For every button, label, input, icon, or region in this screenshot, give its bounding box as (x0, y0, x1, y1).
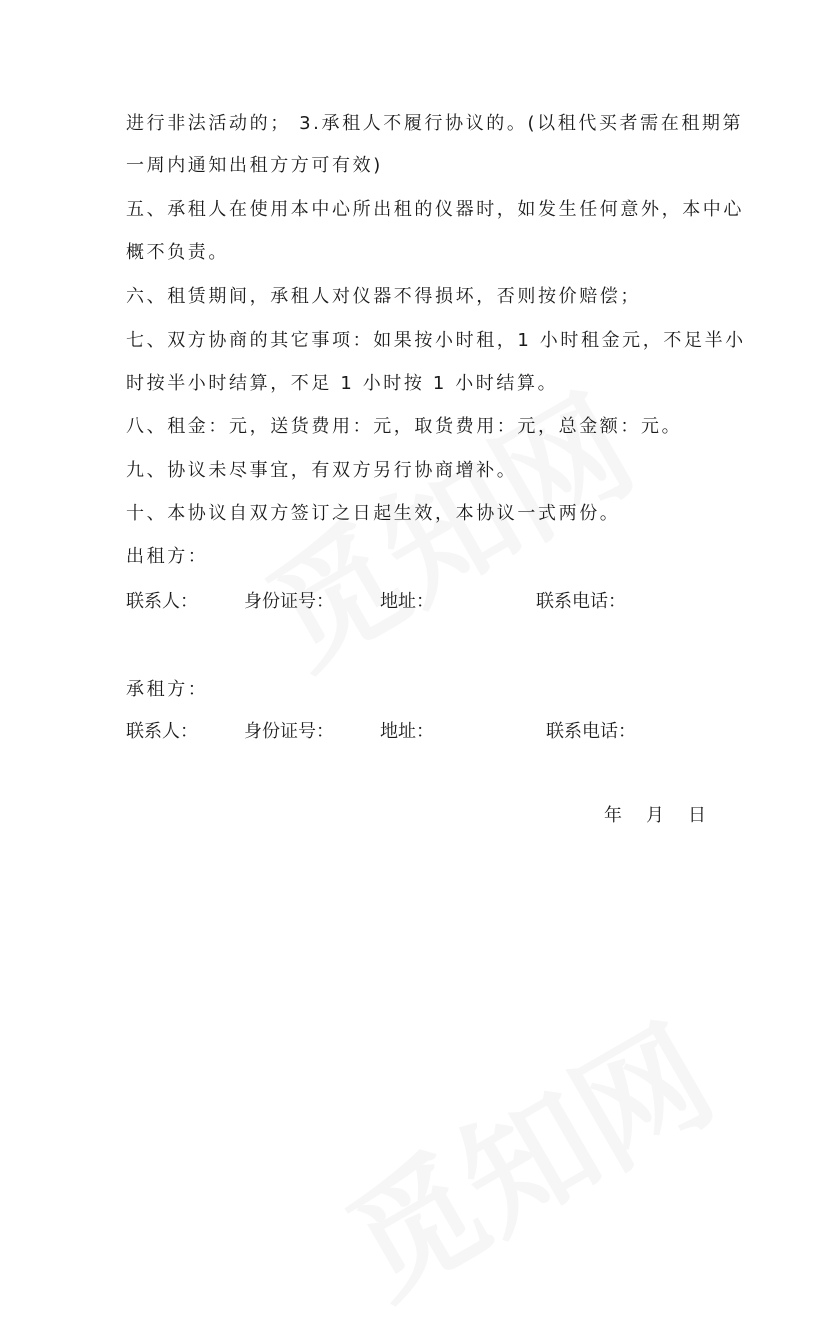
date-line (604, 804, 714, 828)
date-year-label: 年 (604, 805, 622, 826)
lessee-address-label: 地址： (380, 721, 434, 742)
date-day-label: 日 (688, 805, 706, 826)
lessee-contact-label: 联系人： (126, 721, 198, 742)
lessor-contact-label: 联系人： (126, 591, 198, 612)
lessor-id-label: 身份证号： (244, 591, 334, 612)
lessor-heading: 出租方： (126, 546, 209, 567)
paragraph-line: 概不负责。 (126, 242, 229, 263)
paragraph-line: 一周内通知出租方方可有效) (126, 155, 383, 176)
paragraph-line: 时按半小时结算，不足 1 小时按 1 小时结算。 (126, 373, 559, 394)
paragraph-line: 七、双方协商的其它事项：如果按小时租，1 小时租金元，不足半小 (126, 330, 746, 351)
lessee-phone-label: 联系电话： (546, 721, 636, 742)
date-month-label: 月 (646, 805, 664, 826)
lessor-contact-row (126, 590, 686, 614)
lessee-id-label: 身份证号： (244, 721, 334, 742)
paragraph-line: 八、租金：元，送货费用：元，取货费用：元，总金额：元。 (126, 416, 683, 437)
lessor-phone-label: 联系电话： (536, 591, 626, 612)
lessor-address-label: 地址： (380, 591, 434, 612)
lessee-contact-row (126, 720, 686, 744)
lessee-heading: 承租方： (126, 679, 209, 700)
paragraph-line: 九、协议未尽事宜，有双方另行协商增补。 (126, 460, 518, 481)
paragraph-line: 六、租赁期间，承租人对仪器不得损坏，否则按价赔偿； (126, 286, 641, 307)
paragraph-line: 进行非法活动的； 3.承租人不履行协议的。(以租代买者需在租期第 (126, 113, 744, 134)
watermark (309, 975, 740, 1332)
paragraph-line: 十、本协议自双方签订之日起生效，本协议一式两份。 (126, 503, 621, 524)
paragraph-line: 五、承租人在使用本中心所出租的仪器时，如发生任何意外，本中心 (126, 199, 744, 220)
